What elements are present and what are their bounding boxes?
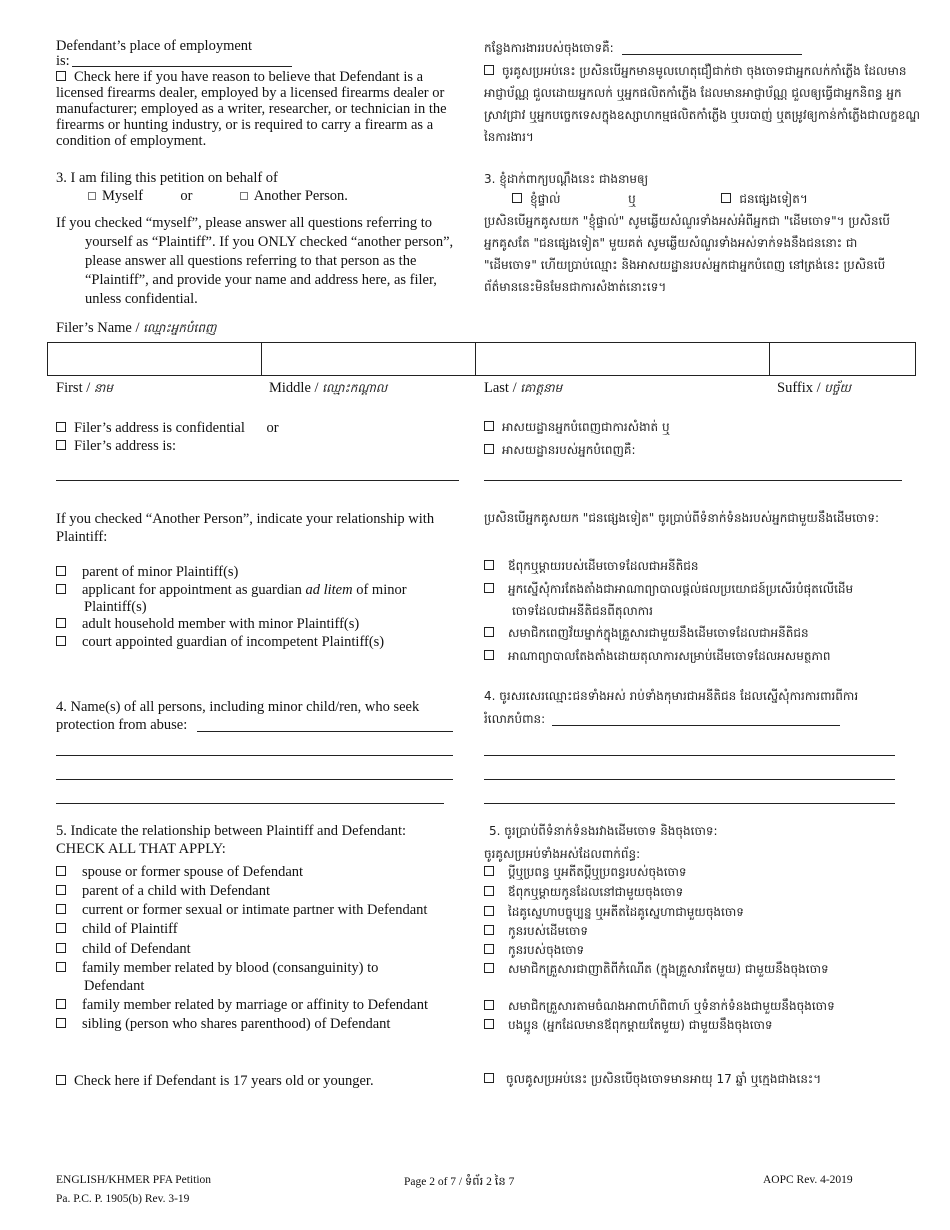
rel-opt2-cont: Plaintiff(s) <box>84 599 147 615</box>
km-section4-heading-1: 4. ចូរសរសេរឈ្មោះជនទាំងអស់ រាប់ទាំងកុមារជាអនីតិជន ដែលស្នើសុំការការពារពីការ <box>484 689 859 703</box>
or-label: or <box>180 188 193 204</box>
middle-caption-en: Middle / <box>269 380 323 396</box>
rel-opt2-label-a: applicant for appointment as guardian <box>82 582 306 598</box>
first-caption-en: First / <box>56 380 94 396</box>
section5-heading-2: CHECK ALL THAT APPLY: <box>56 841 226 857</box>
rel-opt3-checkbox[interactable] <box>56 618 66 628</box>
first-caption <box>56 380 113 396</box>
km-rel-opt1 <box>484 555 698 577</box>
km-section3-heading: 3. ខ្ញុំដាក់ពាក្យបណ្ដឹងនេះ ជាងនាមឲ្យ <box>484 172 649 186</box>
km-section4-heading-2: រំលោភបំពាន: <box>484 712 546 726</box>
s5-opt4 <box>56 921 178 937</box>
s5-opt3-checkbox[interactable] <box>56 904 66 914</box>
km-firearms-check-row <box>484 60 924 148</box>
km-rel-opt3-label: សមាជិកពេញវ័យម្នាក់ក្នុងគ្រួសារជាមួយនឹងដើមចោទដែលជាអនីតិជន <box>508 626 809 640</box>
km-myself-checkbox[interactable] <box>512 193 522 203</box>
s5-opt1-checkbox[interactable] <box>56 866 66 876</box>
km-age-check-label: ចូលគូសប្រអប់នេះ ប្រសិនបើចុងចោទមានអាយុ 17 ឆ្នាំ ឬក្មេងជាងនេះ។ <box>506 1072 822 1086</box>
km-rel-opt1-label: ឪពុកឬម្ដាយរបស់ដើមចោទដែលជាអនីតិជន <box>508 559 699 573</box>
s5-opt5 <box>56 941 191 957</box>
employment-label: Defendant’s place of employment <box>56 38 253 54</box>
age-checkbox[interactable] <box>56 1075 66 1085</box>
rel-opt4-label: court appointed guardian of incompetent Plaintiff(s) <box>82 634 385 650</box>
km-relationship-heading: ប្រសិនបើអ្នកគូសយក "ជនផ្សេងទៀត" ចូរប្រាប់ពីទំនាក់ទំនងរបស់អ្នកជាមួយនឹងដើមចោទ: <box>484 511 880 525</box>
s5-opt5-label: child of Defendant <box>82 941 191 957</box>
km-s5-opt2-label: ឪពុកឬម្ដាយកូនដែលនៅជាមួយចុងចោទ <box>508 885 684 899</box>
section3-instructions: If you checked “myself”, please answer all questions referring to yourself as “Plaintiff”. If you ONLY checked “another person”, please answer all questions referring to that person as the “Plaintiff”, and provide your name and address here, as filer, unless confidential. <box>56 215 454 307</box>
km-addr-confidential-label: អាសយដ្ឋានអ្នកបំពេញជាការសំងាត់ ឬ <box>502 420 670 434</box>
s5-opt2-label: parent of a child with Defendant <box>82 883 271 899</box>
another-person-checkbox[interactable] <box>240 192 248 200</box>
addr-is-checkbox[interactable] <box>56 440 66 450</box>
last-caption-km: គោត្តនាម <box>520 381 563 395</box>
km-s5-opt1 <box>484 863 687 881</box>
s5-opt3 <box>56 902 427 918</box>
s5-opt6-label: family member related by blood (consanguinity) to <box>82 960 379 976</box>
km-s5-opt4-label: កូនរបស់ដើមចោទ <box>508 924 588 938</box>
filer-name-label-en: Filer’s Name / <box>56 320 144 336</box>
rel-opt1-label: parent of minor Plaintiff(s) <box>82 564 239 580</box>
s5-opt1-label: spouse or former spouse of Defendant <box>82 864 304 880</box>
km-rel-opt1-checkbox[interactable] <box>484 560 494 570</box>
km-rel-opt3-checkbox[interactable] <box>484 627 494 637</box>
km-s5-opt8-label: បងប្អូន (អ្នកដែលមានឪពុកម្ដាយតែមួយ) ជាមួយនឹងចុងចោទ <box>508 1018 773 1032</box>
km-or-label: ឬ <box>628 192 636 206</box>
protected-persons-line-0[interactable] <box>197 731 453 732</box>
km-age-checkbox[interactable] <box>484 1073 494 1083</box>
employment-input-line[interactable] <box>72 66 292 67</box>
km-filing-for-options <box>512 188 808 210</box>
km-rel-opt4-label: អាណាព្យាបាលតែងតាំងដោយតុលាការសម្រាប់ដើមចោទដែលអសមត្ថភាព <box>508 649 831 663</box>
age-check-row <box>56 1073 374 1089</box>
km-addr-is-checkbox[interactable] <box>484 444 494 454</box>
km-protected-persons-line-3[interactable] <box>484 803 895 804</box>
s5-opt6-checkbox[interactable] <box>56 962 66 972</box>
km-s5-opt7-label: សមាជិកគ្រួសារតាមចំណងអាពាហ៍ពិពាហ៍ ឬទំនាក់ទំនងជាមួយនឹងចុងចោទ <box>508 999 835 1013</box>
firearms-check-text: Check here if you have reason to believe that Defendant is a licensed firearms dealer, employed by a licensed firearms dealer or manufacturer; employed as a writer, researcher, or technician in the firearms or hunting industry, or is required to carry a firearm as a condition of employment. <box>56 69 447 149</box>
km-rel-opt2-checkbox[interactable] <box>484 583 494 593</box>
km-protected-persons-line-0[interactable] <box>552 725 840 726</box>
address-line[interactable] <box>56 480 459 481</box>
middle-caption-km: ឈ្មោះកណ្ដាល <box>322 381 388 395</box>
km-another-person-checkbox[interactable] <box>721 193 731 203</box>
filer-name-label <box>56 320 216 336</box>
km-rel-opt4 <box>484 645 831 667</box>
age-check-label: Check here if Defendant is 17 years old or younger. <box>74 1073 374 1089</box>
rel-opt2 <box>56 582 407 598</box>
s5-opt6 <box>56 960 378 976</box>
s5-opt8-checkbox[interactable] <box>56 1018 66 1028</box>
rel-opt2-label-b: ad litem <box>305 582 353 598</box>
km-firearms-check-text: ចូរគូសប្រអប់នេះ ប្រសិនបើអ្នកមានមូលហេតុជឿជាក់ថា ចុងចោទជាអ្នកលក់កាំភ្លើង ដែលមានអាជ្ញាប័ណ្ណ ជួលដោយអ្នកលក់ ឬអ្នកផលិតកាំភ្លើង ដែលមានអាជ្ញាប័ណ្ណ ជួលឲ្យធ្វើជាអ្នកនិពន្ធ អ្នកស្រាវជ្រាវ ឬអ្នកបច្ចេកទេសក្នុងឧស្សាហកម្មផលិតកាំភ្លើង ឬបរបាញ់ ឬតម្រូវឲ្យកាន់កាំភ្លើងជាលក្ខខណ្ឌនៃការងារ។ <box>484 64 921 144</box>
km-s5-opt6-label: សមាជិកគ្រួសារជាញាតិពីកំណើត (ក្នុងគ្រួសារតែមួយ) ជាមួយនឹងចុងចោទ <box>508 962 829 976</box>
footer-rule: Pa. P.C. P. 1905(b) Rev. 3-19 <box>56 1193 190 1205</box>
km-s5-opt8-checkbox[interactable] <box>484 1019 494 1029</box>
firearms-check-row <box>56 69 466 149</box>
suffix-caption <box>777 380 851 396</box>
km-section3-instructions: ប្រសិនបើអ្នកគូសយក "ខ្ញុំផ្ទាល់" សូមឆ្លើយសំណួរទាំងអស់អំពីអ្នកជា "ដើមចោទ"។ ប្រសិនបើអ្នកគូសតែ "ជនផ្សេងទៀត" មួយគត់ សូមឆ្លើយសំណួរទាំងអស់ទាក់ទងនឹងជននោះ ជា "ដើមចោទ" ហើយប្រាប់ឈ្មោះ និងអាសយដ្ឋានរបស់អ្នកជាអ្នកបំពេញ នៅត្រង់នេះ ប្រសិនបើព័ត៌មាននេះមិនមែនជាការសំងាត់នោះទេ។ <box>484 214 891 294</box>
km-s5-opt6-checkbox[interactable] <box>484 963 494 973</box>
km-section5-heading-1: 5. ចូរប្រាប់ពីទំនាក់ទំនងរវាងដើមចោទ និងចុងចោទ: <box>489 824 718 838</box>
km-s5-opt3 <box>484 903 744 921</box>
filer-name-label-km: ឈ្មោះអ្នកបំពេញ <box>143 321 217 335</box>
km-s5-opt2 <box>484 883 683 901</box>
addr-or-label: or <box>266 420 279 436</box>
km-rel-opt3 <box>484 622 809 644</box>
addr-confidential-checkbox[interactable] <box>56 422 66 432</box>
rel-opt1 <box>56 564 238 580</box>
last-caption <box>484 380 562 396</box>
footer-page-number: Page 2 of 7 / ទំព័រ 2 នៃ 7 <box>404 1176 515 1188</box>
km-another-person-label: ជនផ្សេងទៀត។ <box>739 192 808 206</box>
km-s5-opt5-label: កូនរបស់ចុងចោទ <box>508 943 585 957</box>
km-rel-opt2-label: អ្នកស្នើសុំការតែងតាំងជាអាណាព្យាបាលផ្ដល់ផលប្រយោជន៍ប្រសើរបំផុតលើដើម <box>508 582 854 596</box>
km-address-line[interactable] <box>484 480 902 481</box>
s5-opt1 <box>56 864 303 880</box>
km-protected-persons-line-1[interactable] <box>484 755 895 756</box>
myself-checkbox[interactable] <box>88 192 96 200</box>
rel-opt2-checkbox[interactable] <box>56 584 66 594</box>
km-addr-is-row <box>484 439 636 461</box>
km-s5-opt4 <box>484 922 588 940</box>
km-s5-opt6 <box>484 960 829 978</box>
first-name-field[interactable] <box>48 343 262 375</box>
section4-heading-1: 4. Name(s) of all persons, including minor child/ren, who seek <box>56 699 420 715</box>
km-employment-input-line[interactable] <box>622 54 802 55</box>
suffix-field[interactable] <box>769 343 915 375</box>
section3-heading: 3. I am filing this petition on behalf of <box>56 170 278 186</box>
km-s5-opt5-checkbox[interactable] <box>484 944 494 954</box>
km-s5-opt7-checkbox[interactable] <box>484 1000 494 1010</box>
s5-opt7-label: family member related by marriage or affinity to Defendant <box>82 997 428 1013</box>
another-person-label: Another Person. <box>253 188 348 204</box>
employment-is: is: <box>56 53 70 69</box>
km-s5-opt4-checkbox[interactable] <box>484 925 494 935</box>
rel-opt2-label-c: of minor <box>352 582 407 598</box>
s5-opt8-label: sibling (person who shares parenthood) of Defendant <box>82 1016 391 1032</box>
last-caption-en: Last / <box>484 380 521 396</box>
s5-opt3-label: current or former sexual or intimate partner with Defendant <box>82 902 428 918</box>
myself-label: Myself <box>102 188 144 204</box>
section4-heading-2: protection from abuse: <box>56 717 188 733</box>
relationship-heading: If you checked “Another Person”, indicate your relationship with Plaintiff: <box>56 511 435 545</box>
rel-opt3 <box>56 616 359 632</box>
s5-opt6-cont: Defendant <box>84 978 145 994</box>
km-age-check-row <box>484 1068 821 1090</box>
km-addr-is-label: អាសយដ្ឋានរបស់អ្នកបំពេញគឺ: <box>502 443 636 457</box>
km-s5-opt7 <box>484 997 835 1015</box>
s5-opt4-checkbox[interactable] <box>56 923 66 933</box>
rel-opt3-label: adult household member with minor Plaintiff(s) <box>82 616 360 632</box>
s5-opt4-label: child of Plaintiff <box>82 921 178 937</box>
km-rel-opt4-checkbox[interactable] <box>484 650 494 660</box>
section5-heading-1: 5. Indicate the relationship between Plaintiff and Defendant: <box>56 823 407 839</box>
rel-opt4 <box>56 634 384 650</box>
km-employment-label: កន្លែងការងាររបស់ចុងចោទគឺ: <box>484 41 614 55</box>
s5-opt7 <box>56 997 428 1013</box>
addr-confidential-label: Filer’s address is confidential <box>74 420 245 436</box>
rel-opt1-checkbox[interactable] <box>56 566 66 576</box>
s5-opt7-checkbox[interactable] <box>56 999 66 1009</box>
km-s5-opt3-label: ដៃគូស្នេហាបច្ចុប្បន្ន ឬអតីតដៃគូស្នេហាជាមួយចុងចោទ <box>508 905 744 919</box>
suffix-caption-en: Suffix / <box>777 380 825 396</box>
km-rel-opt2 <box>484 578 853 600</box>
footer-revision: AOPC Rev. 4-2019 <box>763 1174 853 1186</box>
km-s5-opt1-checkbox[interactable] <box>484 866 494 876</box>
km-s5-opt8 <box>484 1016 773 1034</box>
footer-form-name: ENGLISH/KHMER PFA Petition <box>56 1174 212 1186</box>
middle-name-field[interactable] <box>261 343 476 375</box>
km-firearms-checkbox[interactable] <box>484 65 494 75</box>
filing-for-options <box>88 188 348 204</box>
addr-is-row <box>56 438 176 454</box>
addr-is-label: Filer’s address is: <box>74 438 177 454</box>
addr-confidential-row <box>56 420 279 436</box>
firearms-checkbox[interactable] <box>56 71 66 81</box>
km-s5-opt5 <box>484 941 584 959</box>
suffix-caption-km: បច្ច័យ <box>824 381 851 395</box>
filer-name-table <box>47 342 916 376</box>
middle-caption <box>269 380 387 396</box>
km-addr-confidential-row <box>484 416 670 438</box>
protected-persons-line-1[interactable] <box>56 755 453 756</box>
s5-opt2-checkbox[interactable] <box>56 885 66 895</box>
s5-opt2 <box>56 883 270 899</box>
first-caption-km: នាម <box>93 381 113 395</box>
km-section5-heading-2: ចូរគូសប្រអប់ទាំងអស់ដែលពាក់ព័ន្ធ: <box>484 847 641 861</box>
km-s5-opt2-checkbox[interactable] <box>484 886 494 896</box>
km-addr-confidential-checkbox[interactable] <box>484 421 494 431</box>
rel-opt4-checkbox[interactable] <box>56 636 66 646</box>
protected-persons-line-3[interactable] <box>56 803 444 804</box>
protected-persons-line-2[interactable] <box>56 779 453 780</box>
km-myself-label: ខ្ញុំផ្ទាល់ <box>530 192 561 206</box>
km-s5-opt1-label: ប្ដីឬប្រពន្ធ ឬអតីតប្ដីឬប្រពន្ធរបស់ចុងចោទ <box>508 865 687 879</box>
km-protected-persons-line-2[interactable] <box>484 779 895 780</box>
km-s5-opt3-checkbox[interactable] <box>484 906 494 916</box>
km-rel-opt2-cont: ចោទដែលជាអនីតិជនពីតុលាការ <box>512 604 653 618</box>
last-name-field[interactable] <box>475 343 770 375</box>
s5-opt5-checkbox[interactable] <box>56 943 66 953</box>
s5-opt8 <box>56 1016 390 1032</box>
